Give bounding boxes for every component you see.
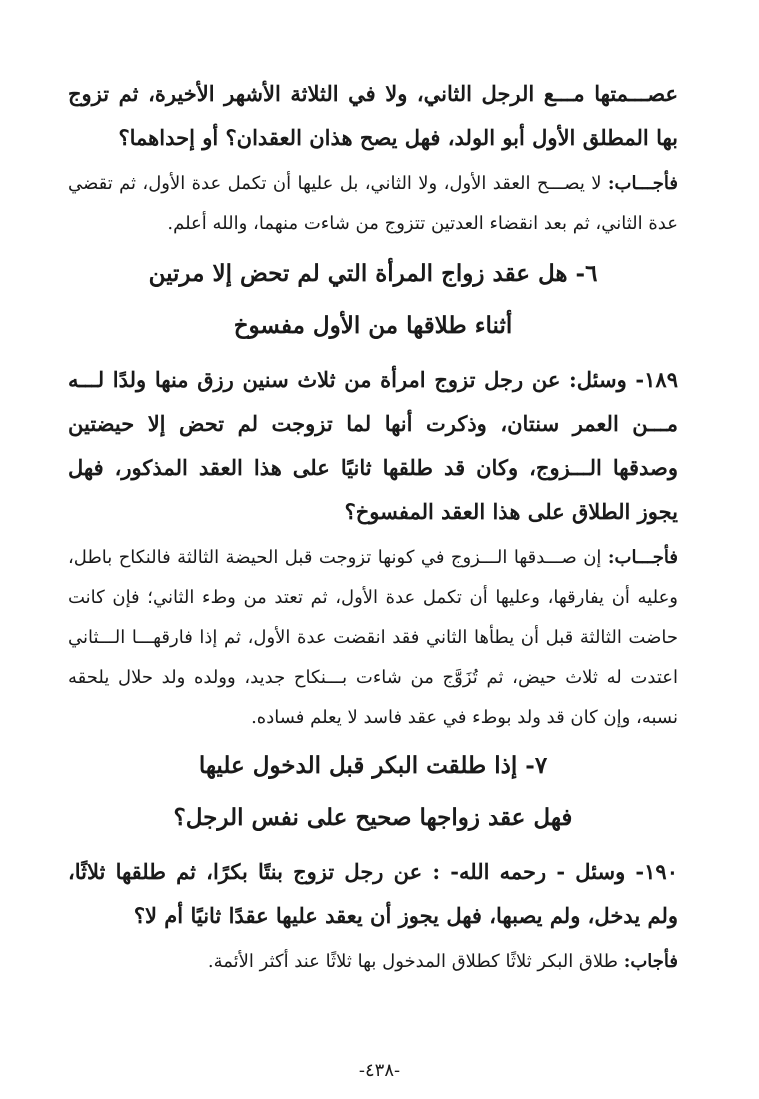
section-heading-7-line1: ٧- إذا طلقت البكر قبل الدخول عليها [198,752,548,779]
section-heading-6-line1: ٦- هل عقد زواج المرأة التي لم تحض إلا مرتين [148,260,598,287]
answer-190-paragraph [68,942,678,982]
answer-189-paragraph [68,538,678,738]
section-heading-6-line2: أثناء طلاقها من الأول مفسوخ [233,312,513,339]
answer-lead: فأجـــاب: [607,547,678,568]
question-189: ١٨٩- وسئل: عن رجل تزوج امرأة من ثلاث سنين رزق منها ولدًا لـــه مـــن العمر سنتان، وذكرت أنها لما تزوجت لم تحض إلا حيضتين وصدقها الـــزوج، وكان قد طلقها ثانيًا على هذا العقد المذكور، فهل يجوز الطلاق على هذا العقد المفسوخ؟ [68,367,678,524]
page-body [68,72,678,982]
answer-text: إن صـــدقها الـــزوج في كونها تزوجت قبل الحيضة الثالثة فالنكاح باطل، وعليه أن يفارقها، وعليها أن تكمل عدة الأول، ثم تعتد من وطء الثاني؛ فإن كانت حاضت الثالثة قبل أن يطأها الثاني فقد انقضت عدة الأول، ثم إذا فارقهـــا الـــثاني اعتدت له ثلاث حيض، ثم تُزَوَّج من شاءت بـــنكاح جديد، وولده ولد حلال يلحقه نسبه، وإن كان قد ولد بوطء في عقد فاسد لا يعلم فساده. [68,547,678,728]
answer-lead: فأجاب: [623,951,678,972]
section-heading-7-line2: فهل عقد زواجها صحيح على نفس الرجل؟ [173,804,573,831]
answer-lead: فأجـــاب: [607,173,678,194]
answer-text: طلاق البكر ثلاثًا كطلاق المدخول بها ثلاثًا عند أكثر الأئمة. [207,951,618,972]
answer-paragraph [68,164,678,244]
page-number: -٤٣٨- [358,1060,401,1081]
question-190: ١٩٠- وسئل - رحمه الله- : عن رجل تزوج بنتًا بكرًا، ثم طلقها ثلاثًا، ولم يدخل، ولم يصبها، فهل يجوز أن يعقد عليها عقدًا ثانيًا أم لا؟ [68,859,678,928]
question-continuation: عصـــمتها مـــع الرجل الثاني، ولا في الثلاثة الأشهر الأخيرة، ثم تزوج بها المطلق الأول أبو الولد، فهل يصح هذان العقدان؟ أو إحداهما؟ [68,81,678,150]
answer-text: لا يصـــح العقد الأول، ولا الثاني، بل عليها أن تكمل عدة الأول، ثم تقضي عدة الثاني، ثم بعد انقضاء العدتين تتزوج من شاءت منهما، والله أعلم. [68,173,678,234]
